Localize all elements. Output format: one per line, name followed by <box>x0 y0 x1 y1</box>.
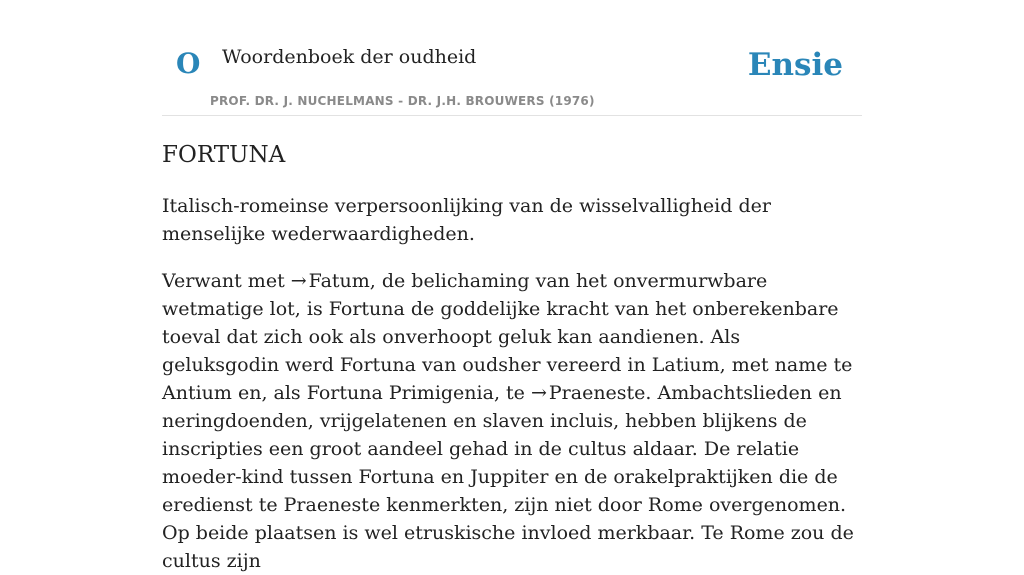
body-text-1: Verwant met <box>162 269 291 292</box>
ensie-brand-logo[interactable]: Ensie <box>747 47 843 83</box>
cross-reference-arrow-icon[interactable]: → <box>530 381 547 404</box>
body-text-3: Praeneste. Ambachtslieden en neringdoenden, vrijgelatenen en slaven incluis, hebben blijkens de inscripties een groot aandeel gehad in de cultus aldaar. De relatie moeder-kind tussen Fortuna en Juppiter en de orakelpraktijken die de eredienst te Praeneste kenmerkten, zijn niet door Rome overgenomen. Op beide plaatsen is wel etruskische invloed merkbaar. Te Rome zou de cultus zijn <box>162 381 854 572</box>
entry-title: FORTUNA <box>162 142 286 168</box>
site-header <box>162 0 862 116</box>
body-text-2: Fatum, de belichaming van het onvermurwbare wetmatige lot, is Fortuna de goddelijke kracht van het onberekenbare toeval dat zich ook als onverhoopt geluk kan aandienen. Als geluksgodin werd Fortuna van oudsher vereerd in Latium, met name te Antium en, als Fortuna Primigenia, te <box>162 269 853 404</box>
page <box>162 0 862 572</box>
book-authors: PROF. DR. J. NUCHELMANS - DR. J.H. BROUWERS (1976) <box>210 94 595 108</box>
entry-definition: Italisch-romeinse verpersoonlijking van de wisselvalligheid der menselijke wederwaardigheden. <box>162 194 771 245</box>
cross-reference-arrow-icon[interactable]: → <box>290 269 307 292</box>
dictionary-logo[interactable]: O <box>176 47 201 80</box>
book-title[interactable]: Woordenboek der oudheid <box>222 46 477 68</box>
entry-body <box>162 267 862 575</box>
